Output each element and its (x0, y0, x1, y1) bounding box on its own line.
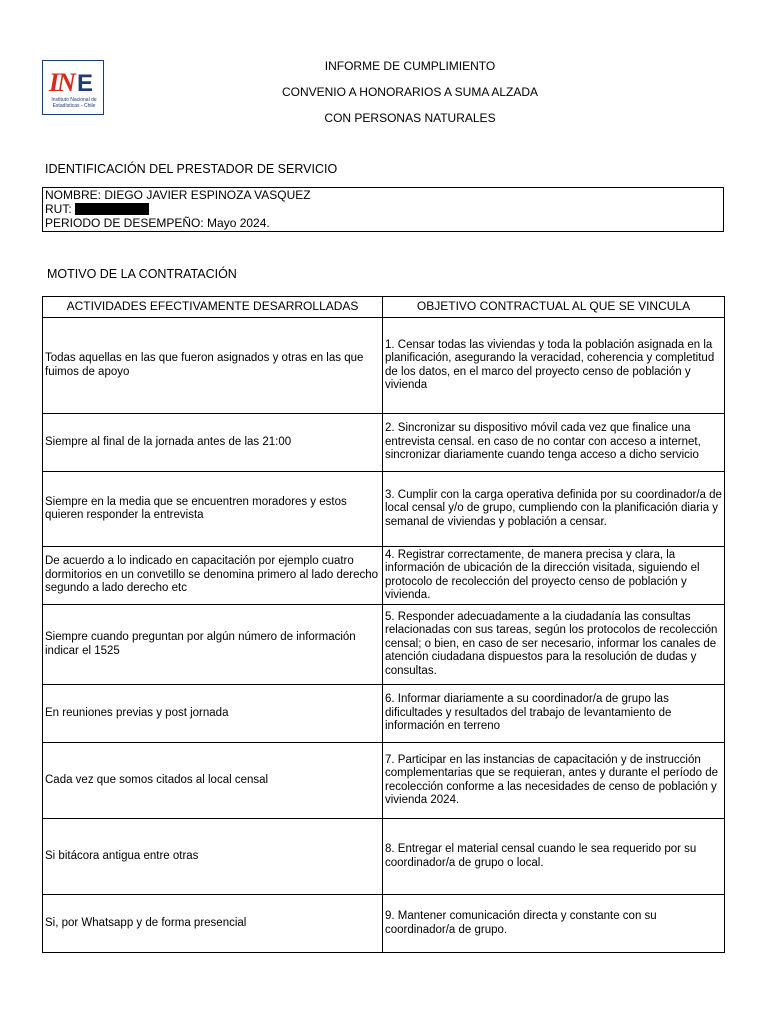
objetivo-cell: 6. Informar diariamente a su coordinador/a de grupo las dificultades y resultados del trabajo de levantamiento de información en terreno (383, 685, 725, 743)
table-row (43, 605, 725, 685)
actividad-cell: Cada vez que somos citados al local censal (43, 743, 383, 819)
objetivo-cell: 2. Sincronizar su dispositivo móvil cada vez que finalice una entrevista censal. en caso de no contar con acceso a internet, sincronizar diariamente cuando tenga acceso a dicho servicio (383, 414, 725, 472)
rut-line (45, 202, 723, 216)
objetivo-cell: 5. Responder adecuadamente a la ciudadanía las consultas relacionadas con sus tareas, según los protocolos de recolección censal; o bien, en caso de ser necesario, informar los canales de atención ciudadana dispuestos para la resolución de dudas y consultas. (383, 605, 725, 685)
objetivo-cell: 9. Mantener comunicación directa y constante con su coordinador/a de grupo. (383, 895, 725, 953)
identification-heading: IDENTIFICACIÓN DEL PRESTADOR DE SERVICIO (45, 162, 338, 176)
actividad-cell: Si bitácora antigua entre otras (43, 819, 383, 895)
identification-box (42, 187, 724, 232)
rut-redaction (75, 203, 149, 215)
table-row (43, 819, 725, 895)
col-objetivo-header: OBJETIVO CONTRACTUAL AL QUE SE VINCULA (383, 297, 725, 318)
table-row (43, 685, 725, 743)
actividad-cell: Si, por Whatsapp y de forma presencial (43, 895, 383, 953)
activities-table (42, 296, 725, 953)
header-title-2: CONVENIO A HONORARIOS A SUMA ALZADA (281, 85, 539, 99)
header-title-1: INFORME DE CUMPLIMIENTO (324, 59, 496, 73)
ine-logo (42, 60, 104, 115)
objetivo-cell: 1. Censar todas las viviendas y toda la población asignada en la planificación, asegurando la veracidad, coherencia y completitud de los datos, en el marco del proyecto censo de población y vivienda (383, 318, 725, 414)
objetivo-cell: 8. Entregar el material censal cuando le sea requerido por su coordinador/a de grupo o local. (383, 819, 725, 895)
rut-label: RUT: (45, 202, 72, 216)
ine-logo-icon (48, 66, 100, 96)
actividad-cell: De acuerdo a lo indicado en capacitación por ejemplo cuatro dormitorios en un convetillo se denomina primero al lado derecho segundo a lado derecho etc (43, 547, 383, 605)
nombre-line: NOMBRE: DIEGO JAVIER ESPINOZA VASQUEZ (45, 188, 311, 202)
table-row (43, 895, 725, 953)
motivo-heading: MOTIVO DE LA CONTRATACIÓN (47, 267, 237, 281)
table-row (43, 547, 725, 605)
svg-text:E: E (77, 70, 94, 96)
objetivo-cell: 4. Registrar correctamente, de manera precisa y clara, la información de ubicación de la dirección visitada, siguiendo el protocolo de recolección del proyecto censo de población y vivienda. (383, 547, 725, 605)
table-row (43, 414, 725, 472)
logo-line-1: Instituto Nacional de (51, 97, 97, 103)
table-row (43, 743, 725, 819)
objetivo-cell: 3. Cumplir con la carga operativa definida por su coordinador/a de local censal y/o de grupo, cumpliendo con la planificación diaria y semanal de viviendas y población a censar. (383, 472, 725, 547)
actividad-cell: Siempre cuando preguntan por algún número de información indicar el 1525 (43, 605, 383, 685)
logo-line-2: Estadísticas - Chile (52, 103, 96, 109)
header-title-3: CON PERSONAS NATURALES (324, 111, 496, 125)
actividad-cell: Siempre al final de la jornada antes de las 21:00 (43, 414, 383, 472)
actividad-cell: Todas aquellas en las que fueron asignados y otras en las que fuimos de apoyo (43, 318, 383, 414)
table-row (43, 472, 725, 547)
actividad-cell: En reuniones previas y post jornada (43, 685, 383, 743)
actividad-cell: Siempre en la media que se encuentren moradores y estos quieren responder la entrevista (43, 472, 383, 547)
svg-text:N: N (57, 68, 76, 96)
periodo-line: PERIODO DE DESEMPEÑO: Mayo 2024. (45, 216, 270, 230)
table-row (43, 318, 725, 414)
table-header-row (43, 297, 725, 318)
col-actividades-header: ACTIVIDADES EFECTIVAMENTE DESARROLLADAS (43, 297, 383, 318)
svg-text:I: I (49, 68, 60, 96)
objetivo-cell: 7. Participar en las instancias de capacitación y de instrucción complementarias que se requieran, antes y durante el período de recolección conforme a las necesidades de censo de población y vivienda 2024. (383, 743, 725, 819)
